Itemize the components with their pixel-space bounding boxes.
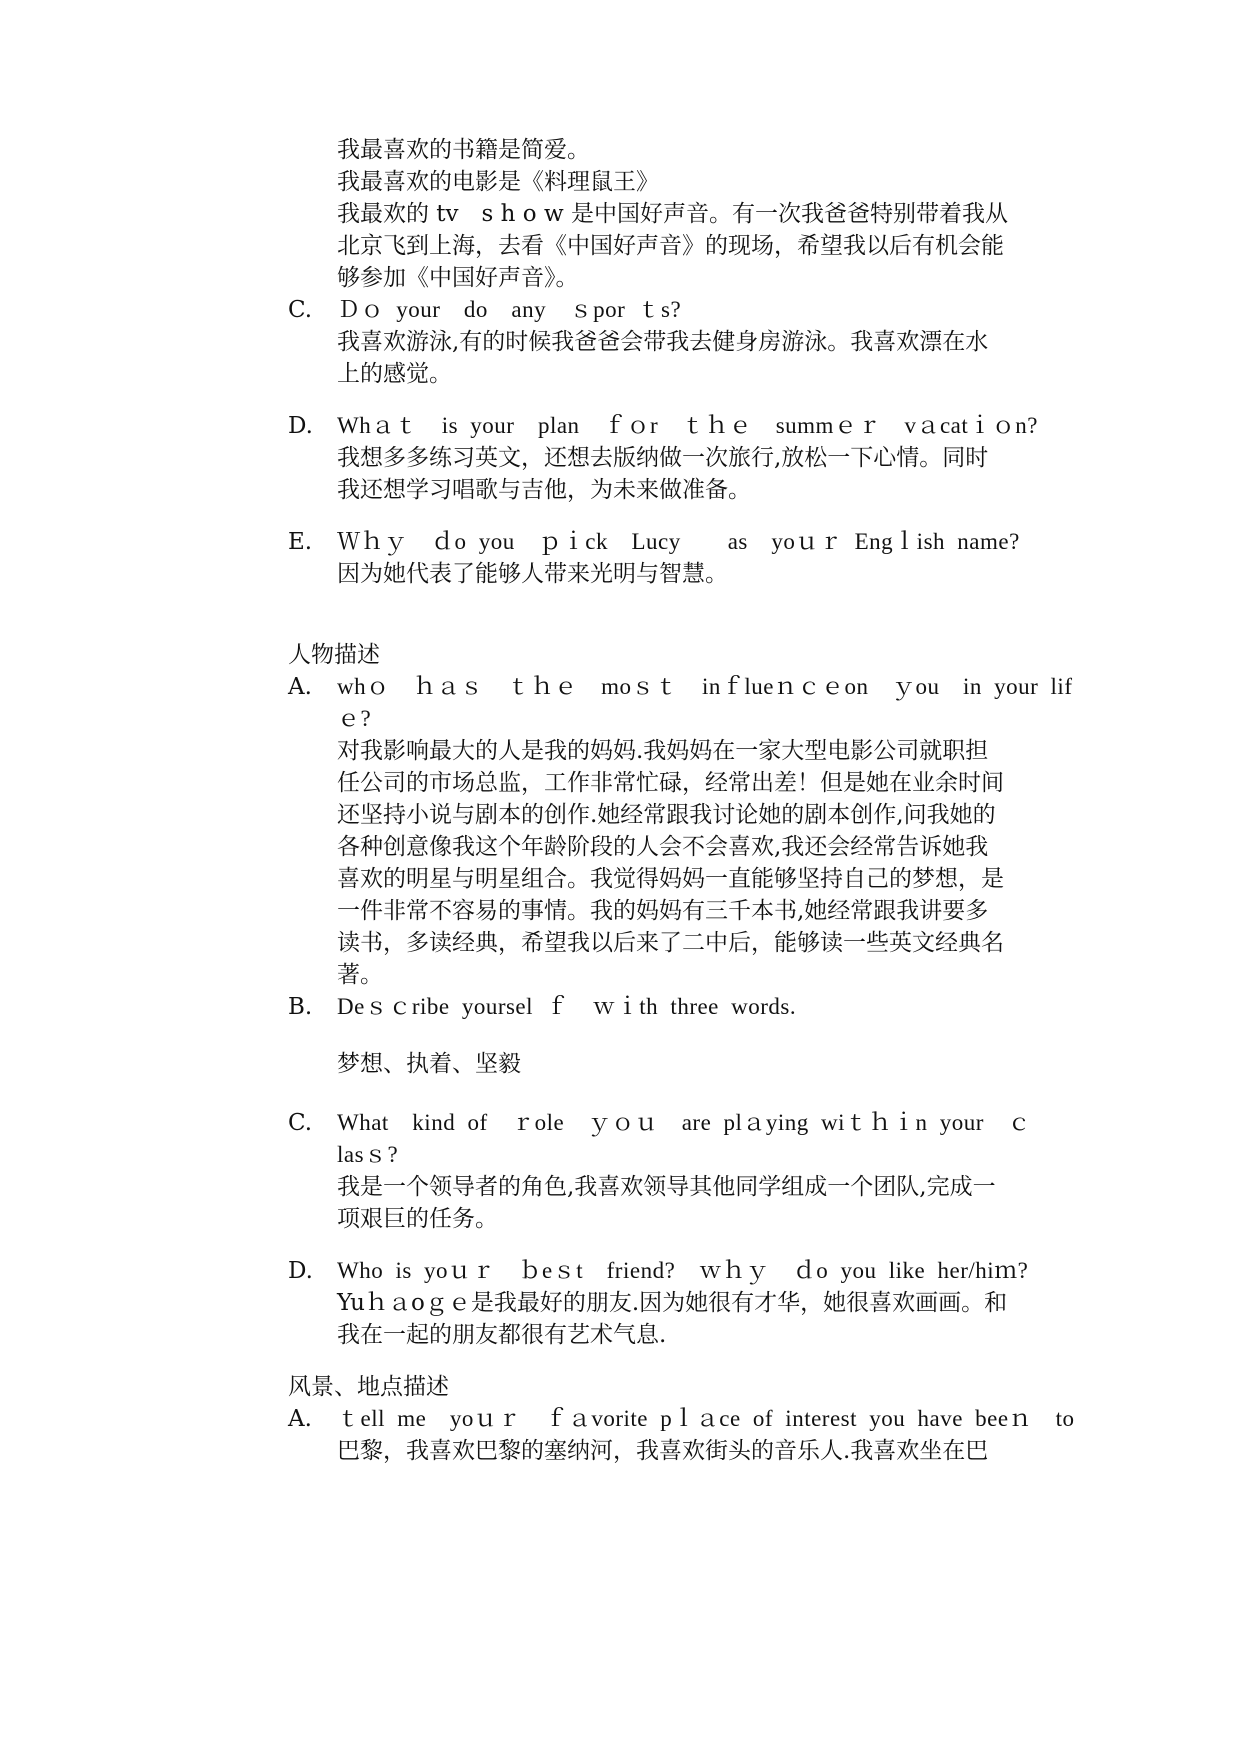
question-line: whｏ ｈａｓ ｔｈｅ moｓｔ inｆlueｎｃｅon ｙou in your lif: [337, 674, 1073, 699]
intro-line: 我最喜欢的电影是《料理鼠王》: [337, 169, 659, 195]
answer-line: 上的感觉。: [337, 361, 452, 387]
answer-line: 我还想学习唱歌与吉他，为未来做准备。: [337, 477, 751, 503]
item-marker: A.: [288, 674, 312, 700]
answer-line: 我是一个领导者的角色,我喜欢领导其他同学组成一个团队,完成一: [337, 1174, 996, 1200]
item-marker: A.: [288, 1406, 312, 1432]
question-line: Ｄｏ your do any ｓpor ｔs?: [337, 297, 682, 322]
intro-line: 我最欢的 tv s h o w 是中国好声音。有一次我爸爸特别带着我从: [337, 201, 1008, 227]
answer-line: 项艰巨的任务。: [337, 1206, 498, 1232]
answer-line: 喜欢的明星与明星组合。我觉得妈妈一直能够坚持自己的梦想，是: [337, 866, 1004, 892]
question-line: ｅ?: [337, 706, 372, 731]
item-marker: B.: [288, 994, 313, 1020]
item-marker: C.: [288, 1110, 313, 1136]
question-line: Deｓｃribe yoursel ｆ ｗｉth three words.: [337, 994, 797, 1019]
section-heading: 人物描述: [288, 642, 380, 668]
question-line: Ｗｈｙ ｄo you ｐｉck Lucy as yoｕｒ Engｌish name?: [337, 529, 1020, 554]
item-marker: D.: [288, 413, 313, 439]
question-line: ｔell me yoｕｒ ｆａvorite pｌａce of interest you have beeｎ to: [337, 1406, 1075, 1431]
intro-line: 我最喜欢的书籍是简爱。: [337, 137, 590, 163]
intro-line: 北京飞到上海，去看《中国好声音》的现场，希望我以后有机会能: [337, 233, 1004, 259]
answer-line: 我喜欢游泳,有的时候我爸爸会带我去健身房游泳。我喜欢漂在水: [337, 329, 989, 355]
intro-line: 够参加《中国好声音》。: [337, 265, 579, 291]
answer-line: 巴黎，我喜欢巴黎的塞纳河，我喜欢街头的音乐人.我喜欢坐在巴: [337, 1438, 989, 1464]
answer-line: 我在一起的朋友都很有艺术气息.: [337, 1322, 667, 1348]
item-marker: C.: [288, 297, 313, 323]
answer-line: 一件非常不容易的事情。我的妈妈有三千本书,她经常跟我讲要多: [337, 898, 989, 924]
answer-line: 我想多多练习英文，还想去版纳做一次旅行,放松一下心情。同时: [337, 445, 989, 471]
answer-line: 因为她代表了能够人带来光明与智慧。: [337, 561, 728, 587]
item-marker: E.: [288, 529, 313, 555]
question-line: lasｓ?: [337, 1142, 399, 1167]
question-line: Who is yoｕｒ ｂeｓt friend? ｗｈｙ ｄo you like her/hiｍ?: [337, 1258, 1029, 1283]
answer-line: 著。: [337, 962, 383, 988]
section-heading: 风景、地点描述: [288, 1374, 449, 1400]
answer-line: 还坚持小说与剧本的创作.她经常跟我讨论她的剧本创作,问我她的: [337, 802, 996, 828]
answer-line: 读书，多读经典，希望我以后来了二中后，能够读一些英文经典名: [337, 930, 1004, 956]
answer-line: 任公司的市场总监，工作非常忙碌，经常出差！但是她在业余时间: [337, 770, 1004, 796]
answer-line: 各种创意像我这个年龄阶段的人会不会喜欢,我还会经常告诉她我: [337, 834, 989, 860]
answer-line: 对我影响最大的人是我的妈妈.我妈妈在一家大型电影公司就职担: [337, 738, 989, 764]
question-line: Whａｔ is your plan ｆｏr ｔｈｅ summｅｒ vａcatｉｏn?: [337, 413, 1038, 438]
answer-line: 梦想、执着、坚毅: [337, 1051, 521, 1077]
answer-line: Yuｈａoｇｅ是我最好的朋友.因为她很有才华，她很喜欢画画。和: [337, 1290, 1008, 1316]
question-line: What kind of ｒole ｙｏｕ are plａying wiｔｈｉn your ｃ: [337, 1110, 1031, 1135]
item-marker: D.: [288, 1258, 313, 1284]
